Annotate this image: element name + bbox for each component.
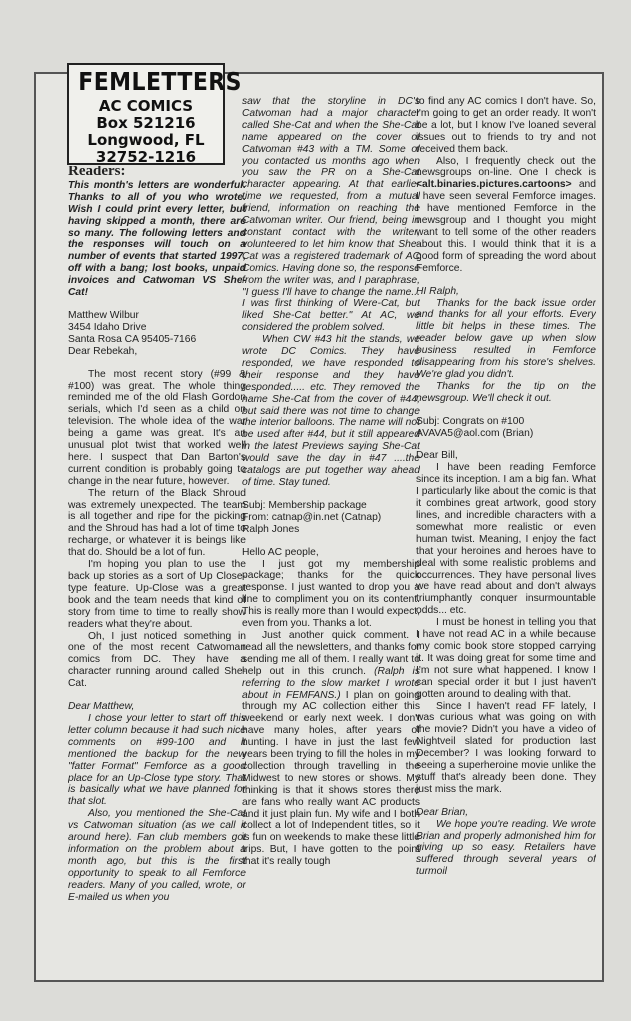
reply-paragraph: Thanks for the tip on the newsgroup. We'll check it out. [416, 380, 596, 404]
letter-salutation: Dear Rebekah, [68, 345, 138, 357]
sender-city: Santa Rosa CA 95405-7166 [68, 333, 197, 345]
email-from: From: catnap@in.net (Catnap) [242, 511, 382, 523]
letter-paragraph: Oh, I just noticed something in one of the most recent Catwoman comics from DC. They have a character running around called She-Cat. [68, 630, 246, 690]
letter-paragraph: I'm hoping you plan to use the back up stories as a sort of Up Close-type feature. Up-Close was a great book and the team needs that kind of story from time to time to really show readers what they're about. [68, 559, 246, 630]
reply-salutation: Dear Brian, [416, 806, 469, 818]
email-subject: Subj: Congrats on #100 [416, 415, 525, 427]
letter-address [68, 310, 246, 358]
letter-text: and I have seen several Femforce images. I have mentioned Femforce in the newsgroup and I thought you might want to tell some of the other readers about this. I would think that it is a good form of spreading the word about Femforce. [416, 179, 596, 274]
email-from: AVAVA5@aol.com (Brian) [416, 427, 534, 439]
email-subject: Subj: Membership package [242, 499, 367, 511]
sender-street: 3454 Idaho Drive [68, 321, 147, 333]
masthead [67, 63, 242, 166]
address-line-3: Longwood, FL [87, 131, 205, 149]
reply-paragraph: saw that the storyline in DC's Catwoman had a major character called She-Cat and when the She-Cat name appeared on the cover of Catwoman #43 with a TM. Some of you contacted us months ago when you saw the PR on a She-Cat character appearing. At that earlier time we requested, from a mutual friend, information on reaching the Catwoman writer. Our friend, being in constant contact with the writer, volunteered to let him know that She-Cat was a registered trademark of AC Comics. Having done so, the response from the writer was, and I paraphrase, "I guess I'll have to change the name... I was first thinking of Were-Cat, but liked She-Cat better." At AC, we considered the problem solved. [242, 96, 420, 334]
reply-paragraph: When CW #43 hit the stands, we wrote DC Comics. They have responded, we have responded to their response and they have responded..... etc. They removed the name She-Cat from the cover of #44, but said there was not time to change the interior balloons. The name will not be used after #44, but it still appeared in the latest Previews saying She-Cat would save the day in #47 ....the catalogs are put together way ahead of time. Stay tuned. [242, 334, 420, 488]
column-2 [242, 96, 420, 956]
letter-paragraph: to find any AC comics I don't have. So, I'm going to get an order ready. It won't be a lot, but I know I've loaned several issues out to friends to try and not received them back. [416, 96, 596, 155]
email-header [416, 416, 596, 440]
letter-paragraph: The most recent story (#99 & #100) was great. The whole thing reminded me of the old Flash Gordon serials, which I'd seen as a child on television. The whole idea of the war being a game was great. It's an unusual plot twist that worked well here. I suspect that Dan Barton's current condition is probably going to change in the near future, however. [68, 368, 246, 487]
address-line-2: Box 521216 [96, 114, 196, 132]
letter-paragraph: I just got my membership package; thanks for the quick response. I just wanted to drop you a line to compliment you on its content. This is really more than I would expect, even from you. Thanks a lot. [242, 558, 420, 630]
column-1 [68, 166, 246, 956]
letter-paragraph: Since I haven't read FF lately, I was curious what was going on with the movie? Didn't you have a video of Nightveil slated for production last December? I was looking forward to seeing a superheroine movie unlike the stuff that's already been done. They just miss the mark. [416, 700, 596, 795]
letter-paragraph [242, 630, 420, 868]
letter-text: Just another quick comment. I read all the newsletters, and thanks for sending me all of them. I really want to help out in this crunch. [242, 629, 420, 677]
address-line-4: 32752-1216 [95, 148, 197, 166]
letter-salutation: Dear Bill, [416, 450, 458, 462]
letter-salutation: Hello AC people, [242, 546, 319, 558]
reply-paragraph: I chose your letter to start off this letter column because it had such nice comments on #99-100 and it mentioned the backup for the new "fatter Format" Femforce as a good place for an Up-Close type story. That is basically what we have planned for that slot. [68, 712, 246, 808]
address-line-1: AC COMICS [98, 97, 194, 115]
readers-heading: Readers: [68, 166, 126, 179]
column-3 [416, 96, 596, 956]
newsgroup-name: <alt.binaries.pictures.cartoons> [416, 179, 572, 191]
reply-salutation: HI Ralph, [416, 285, 459, 297]
editor-note: (Ralph is referring to the slow market I wrote about in FEMFANS.) [242, 665, 420, 701]
reply-paragraph: Also, you mentioned the She-Cat vs Catwoman situation (as we call it around here). Fan club members got information on the problem about a month ago, but this is the first opportunity to speak to all Femforce readers. Many of you called, wrote, or E-mailed us when you [68, 808, 246, 903]
letter-paragraph: I have been reading Femforce since its inception. I am a big fan. What I particularly like about the comic is that it combines great artwork, good story lines, and incredible characters with a somewhat more realistic or even human twist. Meaning, I enjoy the fact that your heroines and heroes have to deal with some realistic problems and occurrences. They have personal lives we have read about and don't always triumphantly conquer insurmountable odds... etc. [416, 462, 596, 617]
email-header [242, 500, 420, 536]
reply-salutation: Dear Matthew, [68, 701, 135, 713]
reply-paragraph: We hope you're reading. We wrote Brian and properly admonished him for giving up so easy. Retailers have suffered through several years of turmoil [416, 818, 596, 878]
letter-text: Also, I frequently check out the newsgroups on-line. One I check is [416, 155, 596, 179]
intro-text: This month's letters are wonderful. Thanks to all of you who wrote. Wish I could print every letter, but having skipped a month, there are so many. The following letters and the responses will touch on a number of events that started 1997, off with a bang; lost books, unpaid invoices and Catwoman VS She-Cat! [68, 179, 246, 299]
sender-name: Matthew Wilbur [68, 309, 139, 321]
letter-paragraph: I must be honest in telling you that I have not read AC in a while because my comic book store stopped carrying it. It was doing great for some time and I'm not sure what happened. I know I can special order it but I just haven't gotten around to dealing with that. [416, 617, 596, 700]
column-title: FEMLETTERS [78, 67, 242, 96]
reply-paragraph: Thanks for the back issue order and thanks for all your efforts. Every little bit helps in these times. The reader below gave up when slow business resulted in Femforce disappearing from his store's shelves. We're glad you didn't. [416, 297, 596, 380]
letter-paragraph [416, 156, 596, 275]
letter-paragraph: The return of the Black Shroud was extremely unexpected. The team is all together and ripe for the picking and the Shroud has had a lot of time to recharge, or whatever it is beings like that do. Should be a lot of fun. [68, 487, 246, 559]
letter-text: I plan on going through my AC collection either this weekend or early next week. I don't have many holes, after years of hunting. I have in just the last few years been trying to fill the holes in my collection through travelling in the Midwest to new stores or shows. My thinking is that it shows stores there are fans who really want AC products and it just plain fun. My wife and I both collect a lot of Independent titles, so it is fun on weekends to make these little trips. But, I have gotten to the point that it's really tough [242, 689, 420, 868]
sender-name: Ralph Jones [242, 523, 300, 535]
